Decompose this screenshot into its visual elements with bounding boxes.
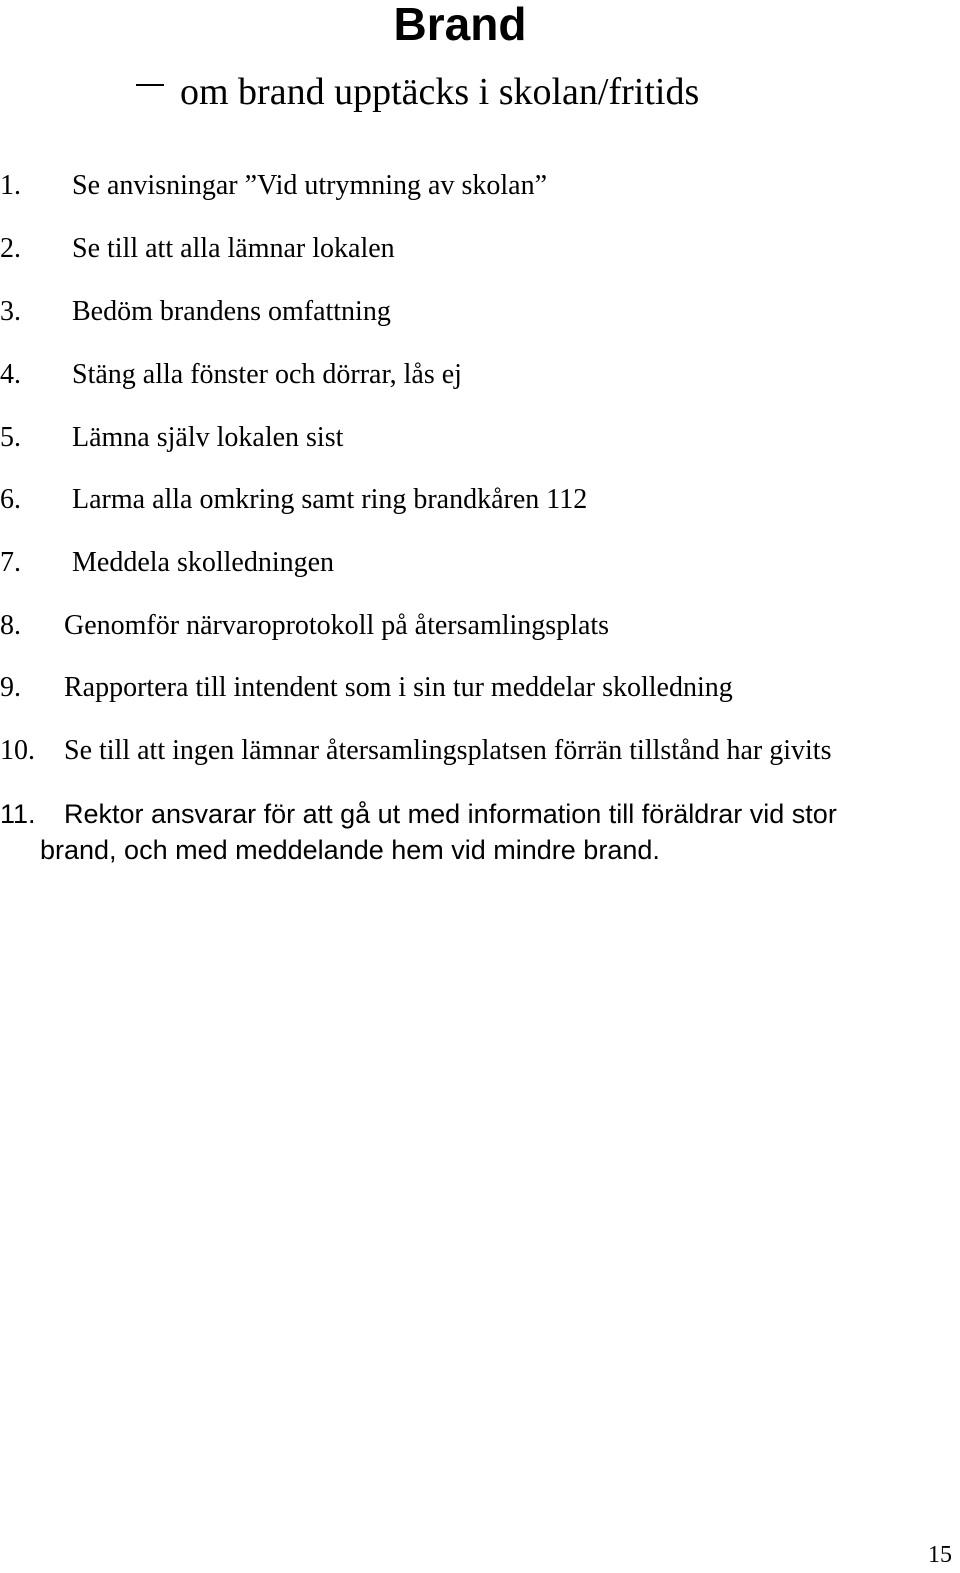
item-number: 2.: [0, 233, 21, 264]
item-number: 8.: [0, 610, 21, 641]
item-text: Stäng alla fönster och dörrar, lås ej: [72, 359, 462, 390]
item-text: Larma alla omkring samt ring brandkåren 112: [72, 484, 588, 515]
item-number: 5.: [0, 422, 21, 453]
item-text: Meddela skolledningen: [72, 547, 335, 578]
item-text: Se anvisningar ”Vid utrymning av skolan”: [72, 170, 548, 201]
item-number: 3.: [0, 296, 21, 327]
page-title: Brand: [393, 0, 527, 50]
item-text: Genomför närvaroprotokoll på återsamlingsplats: [64, 610, 610, 641]
item-number: 10.: [0, 735, 35, 766]
item-text: Bedöm brandens omfattning: [72, 296, 391, 327]
item-text: Rektor ansvarar för att gå ut med information till föräldrar vid stor brand, och med meddelande hem vid mindre brand.: [40, 799, 837, 865]
item-number: 11.: [0, 799, 36, 829]
item-text: Rapportera till intendent som i sin tur meddelar skolledning: [64, 672, 733, 703]
item-text: Lämna själv lokalen sist: [72, 422, 344, 453]
item-number: 9.: [0, 672, 21, 703]
item-text: Se till att ingen lämnar återsamlingsplatsen förrän tillstånd har givits: [64, 735, 832, 766]
item-text: Se till att alla lämnar lokalen: [72, 233, 395, 264]
item-number: 7.: [0, 547, 21, 578]
subtitle-text: om brand upptäcks i skolan/fritids: [180, 71, 700, 113]
item-number: 6.: [0, 484, 21, 515]
item-number: 1.: [0, 170, 21, 201]
item-number: 4.: [0, 359, 21, 390]
page-number: 15: [928, 1542, 952, 1568]
